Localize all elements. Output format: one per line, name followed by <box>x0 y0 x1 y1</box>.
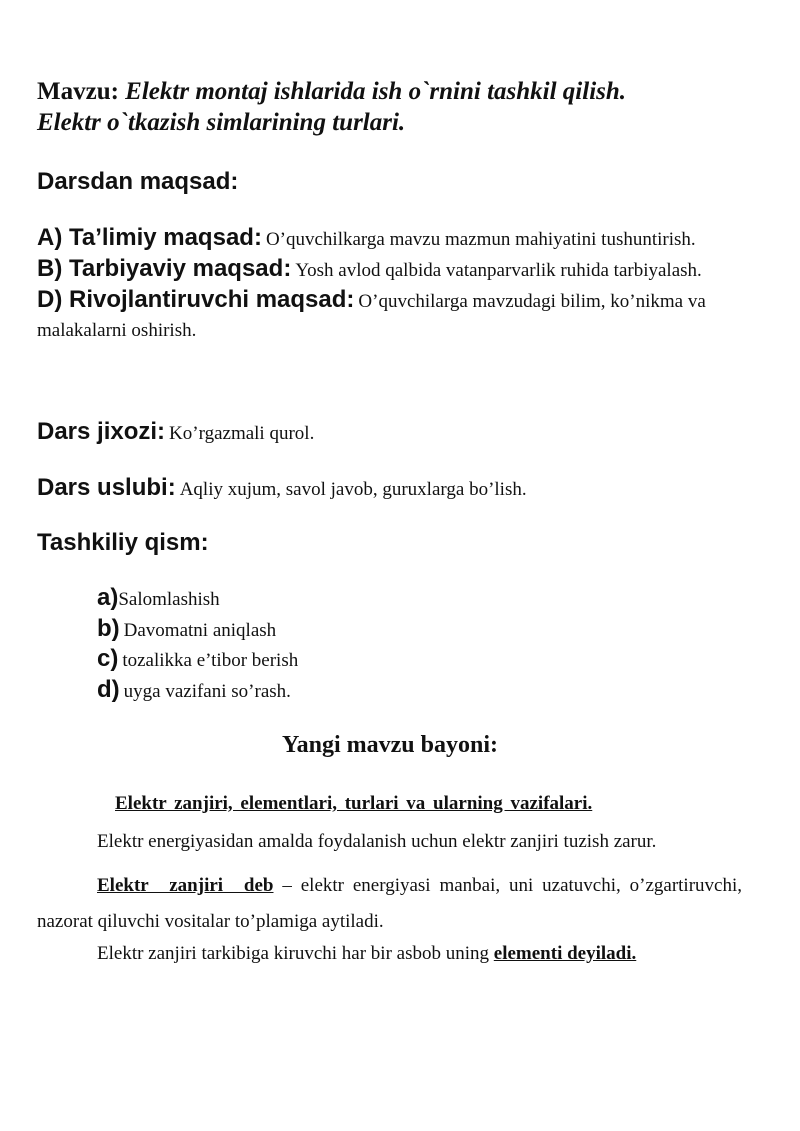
new-topic-heading-text: Yangi mavzu bayoni: <box>281 732 499 758</box>
equipment-text: Ko’rgazmali qurol. <box>169 423 315 444</box>
list-item <box>97 675 298 706</box>
list-text: tozalikka e’tibor berish <box>122 650 299 671</box>
goals-list <box>37 224 782 346</box>
organization-list <box>97 583 298 705</box>
method-text: Aqliy xujum, savol javob, guruxlarga bo’lish. <box>179 479 527 500</box>
goal-text: Yosh avlod qalbida vatanparvarlik ruhida tarbiyalash. <box>295 260 702 281</box>
organization-heading: Tashkiliy qism: <box>37 529 209 556</box>
goals-heading: Darsdan maqsad: <box>37 168 239 195</box>
topic-title-line1: Elektr montaj ishlarida ish o`rnini tashkil qilish. <box>125 78 627 105</box>
goal-developmental <box>37 286 782 346</box>
paragraph-3 <box>97 942 636 966</box>
equipment-label: Dars jixozi: <box>37 418 166 445</box>
list-text: Davomatni aniqlash <box>123 619 277 641</box>
goal-text: O’quvchilkarga mavzu mazmun mahiyatini tushuntirish. <box>265 229 696 250</box>
definition-term: Elektr zanjiri deb <box>97 875 274 896</box>
definition-text: – elektr energiyasi manbai, uni uzatuvchi, o’zgartiruvchi, nazorat qiluvchi vositalar to’plamiga aytiladi. <box>37 875 742 932</box>
list-item <box>97 644 298 675</box>
goal-text: O’quvchilarga mavzudagi bilim, ko’nikma va malakalarni oshirish. <box>37 291 706 341</box>
goal-label: A) Ta’limiy maqsad: <box>37 224 262 251</box>
paragraph-2 <box>37 868 742 940</box>
list-text: uyga vazifani so’rash. <box>123 680 291 702</box>
paragraph-1: Elektr energiyasidan amalda foydalanish uchun elektr zanjiri tuzish zarur. <box>97 831 657 852</box>
list-item <box>97 583 298 614</box>
new-topic-heading <box>0 732 800 759</box>
equipment-line <box>37 418 314 446</box>
method-line <box>37 474 527 502</box>
topic-title-line2: Elektr o`tkazish simlarining turlari. <box>37 109 406 136</box>
new-topic-subheading: Elektr zanjiri, elementlari, turlari va ularning vazifalari. <box>115 793 593 814</box>
goal-educational <box>37 224 782 255</box>
list-item <box>97 614 298 645</box>
topic-label: Mavzu: <box>37 78 119 105</box>
goal-label: D) Rivojlantiruvchi maqsad: <box>37 286 355 313</box>
list-letter: d) <box>97 675 120 703</box>
topic-heading <box>37 76 777 138</box>
element-term: elementi deyiladi. <box>493 943 637 964</box>
list-letter: b) <box>97 614 120 642</box>
list-text: Salomlashish <box>118 589 220 610</box>
list-letter: a) <box>97 584 119 611</box>
paragraph-3-text: Elektr zanjiri tarkibiga kiruvchi har bir asbob uning <box>97 943 494 964</box>
method-label: Dars uslubi: <box>37 474 176 501</box>
list-letter: c) <box>97 645 119 672</box>
goal-upbringing <box>37 255 782 286</box>
goal-label: B) Tarbiyaviy maqsad: <box>37 255 292 282</box>
